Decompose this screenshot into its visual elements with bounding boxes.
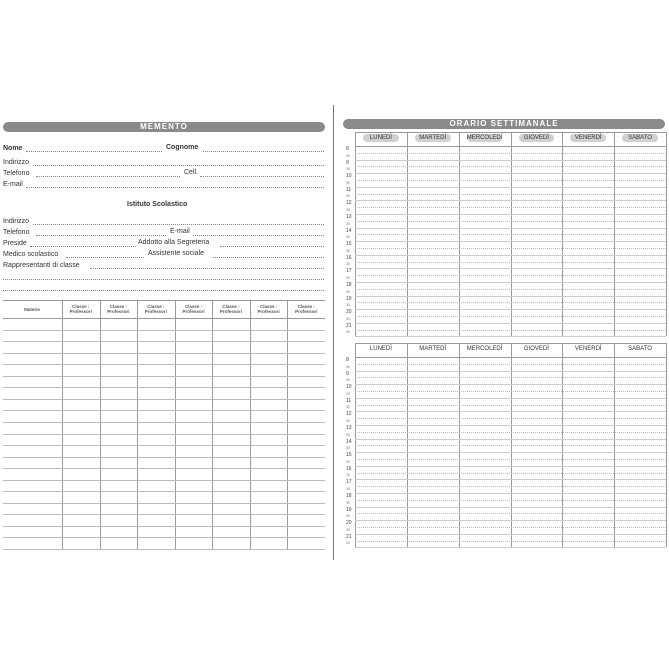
hour-label: 16: [346, 254, 352, 261]
hour-label: 12: [346, 200, 352, 207]
hour-line[interactable]: [355, 296, 666, 297]
hour-label: 8: [346, 146, 349, 152]
table-row[interactable]: [3, 457, 325, 458]
day-header-0: LUNEDÌ: [363, 134, 399, 142]
nome-field[interactable]: [26, 151, 162, 152]
day-header-3: GIOVEDÌ: [519, 134, 555, 142]
day-header-4: VENERDÌ: [570, 134, 606, 142]
classe-professori-header: Classe : Professori: [182, 304, 205, 314]
table-row[interactable]: [3, 422, 325, 423]
table-col-divider: [250, 300, 251, 549]
half-hour-label: 30: [346, 541, 350, 546]
table-row[interactable]: [3, 364, 325, 365]
hour-label: 17: [346, 479, 352, 486]
half-hour-label: 30: [346, 180, 350, 185]
day-header-2: MERCOLEDÌ: [466, 135, 503, 141]
istituto-title: Istituto Scolastico: [127, 201, 188, 208]
table-row[interactable]: [3, 341, 325, 342]
table-col-divider: [287, 300, 288, 549]
half-hour-line[interactable]: [355, 234, 666, 235]
half-hour-line[interactable]: [355, 445, 666, 446]
half-hour-label: 30: [346, 303, 350, 308]
ist-indirizzo-label: Indirizzo: [3, 218, 30, 225]
hour-label: 17: [346, 268, 352, 275]
nome-label: Nome: [3, 145, 23, 152]
half-hour-label: 30: [346, 330, 350, 335]
half-hour-label: 30: [346, 527, 350, 532]
table-row[interactable]: [3, 445, 325, 446]
half-hour-line[interactable]: [355, 180, 666, 181]
hour-line[interactable]: [355, 323, 666, 324]
hour-line[interactable]: [355, 241, 666, 242]
half-hour-label: 30: [346, 459, 350, 464]
hour-label: 19: [346, 295, 352, 302]
hour-line[interactable]: [355, 520, 666, 521]
hour-label: 9: [346, 159, 349, 166]
addetto-field[interactable]: [220, 246, 324, 247]
hour-label: 11: [346, 186, 352, 193]
assistente-field[interactable]: [213, 257, 324, 258]
half-hour-label: 30: [346, 405, 350, 410]
half-hour-line[interactable]: [355, 432, 666, 433]
hour-line[interactable]: [355, 479, 666, 480]
memento-banner: MEMENTO: [3, 122, 325, 132]
cell-label: Cell.: [184, 169, 199, 176]
half-hour-line[interactable]: [355, 459, 666, 460]
table-row[interactable]: [3, 330, 325, 331]
table-row[interactable]: [3, 468, 325, 469]
medico-field[interactable]: [66, 257, 144, 258]
day-header-2: MERCOLEDÌ: [466, 346, 503, 352]
table-row[interactable]: [3, 549, 325, 550]
ist-email-field[interactable]: [193, 235, 324, 236]
half-hour-line[interactable]: [355, 418, 666, 419]
half-hour-label: 30: [346, 207, 350, 212]
hour-line[interactable]: [355, 187, 666, 188]
table-row[interactable]: [3, 514, 325, 515]
table-row[interactable]: [3, 480, 325, 481]
hour-label: 16: [346, 465, 352, 472]
half-hour-label: 30: [346, 378, 350, 383]
half-hour-line[interactable]: [355, 473, 666, 474]
classe-professori-header: Classe : Professori: [295, 304, 318, 314]
table-header-border: [3, 318, 325, 319]
hour-line[interactable]: [355, 200, 666, 201]
day-header-3: GIOVEDÌ: [523, 346, 549, 352]
hour-line[interactable]: [355, 547, 666, 548]
classe-professori-header: Classe : Professori: [107, 304, 130, 314]
preside-field[interactable]: [30, 246, 136, 247]
day-header-1: MARTEDÌ: [415, 134, 451, 142]
cognome-field[interactable]: [203, 151, 324, 152]
hour-label: 15: [346, 241, 352, 248]
table-row[interactable]: [3, 387, 325, 388]
hour-label: 13: [346, 425, 352, 431]
half-hour-line[interactable]: [355, 316, 666, 317]
half-hour-label: 30: [346, 248, 350, 253]
table-col-divider: [212, 300, 213, 549]
hour-label: 19: [346, 506, 352, 513]
orario-header-border: [355, 146, 666, 147]
half-hour-label: 30: [346, 446, 350, 451]
rappresentanti-label: Rappresentanti di classe: [3, 262, 80, 269]
half-hour-label: 30: [346, 500, 350, 505]
email-label: E-mail: [3, 181, 23, 188]
day-header-5: SABATO: [622, 134, 658, 142]
hour-line[interactable]: [355, 336, 666, 337]
medico-label: Medico scolastico: [3, 251, 59, 258]
cognome-label: Cognome: [166, 144, 199, 151]
hour-label: 9: [346, 370, 349, 377]
half-hour-label: 30: [346, 316, 350, 321]
classe-professori-header: Classe : Professori: [144, 304, 168, 314]
addetto-label: Addotto alla Segreteria: [138, 239, 210, 246]
page-divider: [333, 105, 334, 560]
hour-line[interactable]: [355, 493, 666, 494]
day-header-4: VENERDÌ: [574, 346, 602, 352]
hour-label: 10: [346, 384, 352, 391]
hour-label: 12: [346, 411, 352, 418]
half-hour-label: 30: [346, 235, 350, 240]
half-hour-label: 30: [346, 194, 350, 199]
half-hour-line[interactable]: [355, 500, 666, 501]
half-hour-label: 30: [346, 391, 350, 396]
table-col-divider: [100, 300, 101, 549]
hour-line[interactable]: [355, 384, 666, 385]
ist-indirizzo-field[interactable]: [33, 224, 324, 225]
hour-label: 20: [346, 520, 352, 527]
half-hour-label: 30: [346, 221, 350, 226]
hour-line[interactable]: [355, 173, 666, 174]
hour-label: 8: [346, 357, 349, 363]
table-col-divider: [175, 300, 176, 549]
table-row[interactable]: [3, 399, 325, 400]
half-hour-label: 30: [346, 364, 350, 369]
hour-line[interactable]: [355, 255, 666, 256]
rappresentanti-field[interactable]: [90, 268, 324, 269]
half-hour-line[interactable]: [355, 207, 666, 208]
half-hour-line[interactable]: [355, 391, 666, 392]
hour-line[interactable]: [355, 398, 666, 399]
hour-label: 21: [346, 322, 352, 329]
half-hour-line[interactable]: [355, 330, 666, 331]
hour-label: 18: [346, 282, 352, 288]
orario-header-border: [355, 357, 666, 358]
hour-label: 13: [346, 214, 352, 220]
table-col-divider: [62, 300, 63, 549]
hour-line[interactable]: [355, 507, 666, 508]
table-row[interactable]: [3, 376, 325, 377]
day-header-0: LUNEDÌ: [369, 346, 392, 352]
email-field[interactable]: [26, 187, 324, 188]
indirizzo-label: Indirizzo: [3, 159, 30, 166]
hour-line[interactable]: [355, 425, 666, 426]
hour-label: 20: [346, 309, 352, 316]
day-header-5: SABATO: [628, 346, 652, 352]
hour-line[interactable]: [355, 466, 666, 467]
ist-telefono-field[interactable]: [36, 235, 166, 236]
half-hour-line[interactable]: [355, 221, 666, 222]
rappresentanti-field-2[interactable]: [3, 279, 324, 280]
hour-line[interactable]: [355, 411, 666, 412]
materie-header: Materie: [24, 307, 40, 312]
half-hour-label: 30: [346, 289, 350, 294]
telefono-label: Telefono: [3, 170, 30, 177]
hour-label: 10: [346, 173, 352, 180]
hour-label: 15: [346, 452, 352, 459]
half-hour-line[interactable]: [355, 486, 666, 487]
half-hour-line[interactable]: [355, 377, 666, 378]
hour-label: 21: [346, 533, 352, 540]
half-hour-line[interactable]: [355, 166, 666, 167]
hour-line[interactable]: [355, 439, 666, 440]
orario-banner: ORARIO SETTIMANALE: [343, 119, 665, 129]
half-hour-label: 30: [346, 486, 350, 491]
day-col-divider: [666, 132, 667, 336]
hour-label: 18: [346, 493, 352, 499]
day-header-1: MARTEDÌ: [419, 346, 447, 352]
hour-line[interactable]: [355, 371, 666, 372]
half-hour-line[interactable]: [355, 302, 666, 303]
half-hour-line[interactable]: [355, 275, 666, 276]
assistente-label: Assistente sociale: [148, 250, 205, 257]
half-hour-line[interactable]: [355, 405, 666, 406]
table-row[interactable]: [3, 434, 325, 435]
hour-line[interactable]: [355, 309, 666, 310]
half-hour-label: 30: [346, 418, 350, 423]
table-row[interactable]: [3, 353, 325, 354]
classe-professori-header: Classe : Professori: [69, 304, 92, 314]
day-col-divider: [666, 343, 667, 547]
table-row[interactable]: [3, 526, 325, 527]
preside-label: Preside: [3, 240, 27, 247]
hour-line[interactable]: [355, 534, 666, 535]
hour-label: 14: [346, 438, 352, 445]
hour-line[interactable]: [355, 282, 666, 283]
hour-line[interactable]: [355, 160, 666, 161]
half-hour-line[interactable]: [355, 262, 666, 263]
cell-field[interactable]: [200, 176, 324, 177]
table-col-divider: [137, 300, 138, 549]
ist-email-label: E-mail: [170, 228, 190, 235]
half-hour-label: 30: [346, 473, 350, 478]
half-hour-line[interactable]: [355, 153, 666, 154]
telefono-field[interactable]: [36, 176, 180, 177]
rappresentanti-field-3[interactable]: [3, 290, 324, 291]
hour-line[interactable]: [355, 228, 666, 229]
hour-line[interactable]: [355, 452, 666, 453]
table-row[interactable]: [3, 503, 325, 504]
half-hour-line[interactable]: [355, 513, 666, 514]
hour-label: 14: [346, 227, 352, 234]
hour-line[interactable]: [355, 214, 666, 215]
half-hour-line[interactable]: [355, 289, 666, 290]
indirizzo-field[interactable]: [33, 165, 324, 166]
hour-label: 11: [346, 397, 352, 404]
table-row[interactable]: [3, 491, 325, 492]
half-hour-label: 30: [346, 432, 350, 437]
half-hour-label: 30: [346, 153, 350, 158]
hour-line[interactable]: [355, 268, 666, 269]
half-hour-label: 30: [346, 514, 350, 519]
half-hour-line[interactable]: [355, 364, 666, 365]
half-hour-line[interactable]: [355, 194, 666, 195]
half-hour-line[interactable]: [355, 248, 666, 249]
half-hour-line[interactable]: [355, 527, 666, 528]
classe-professori-header: Classe : Professori: [219, 304, 243, 314]
half-hour-label: 30: [346, 167, 350, 172]
table-row[interactable]: [3, 410, 325, 411]
table-row[interactable]: [3, 537, 325, 538]
half-hour-line[interactable]: [355, 541, 666, 542]
ist-telefono-label: Telefono: [3, 229, 30, 236]
half-hour-label: 30: [346, 275, 350, 280]
half-hour-label: 30: [346, 262, 350, 267]
classe-professori-header: Classe : Professori: [257, 304, 280, 314]
table-top-border: [3, 300, 325, 301]
